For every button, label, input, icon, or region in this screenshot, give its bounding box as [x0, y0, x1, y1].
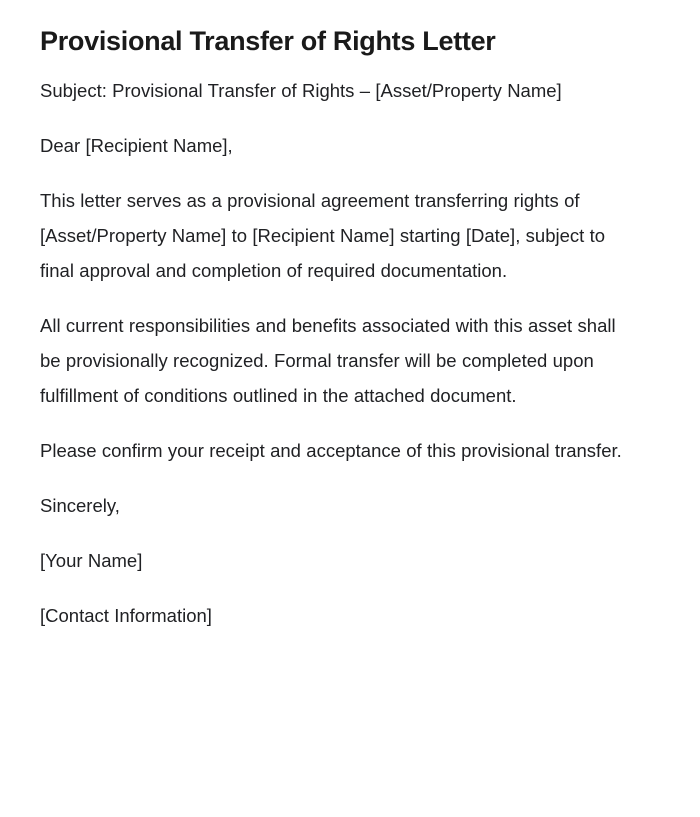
letter-body — [40, 73, 635, 633]
paragraph-subject: Subject: Provisional Transfer of Rights – [Asset/Property Name] — [40, 80, 562, 101]
paragraph-signature-name: [Your Name] — [40, 550, 143, 571]
paragraph-closing: Sincerely, — [40, 495, 120, 516]
paragraph-salutation: Dear [Recipient Name], — [40, 135, 233, 156]
paragraph-body-1: This letter serves as a provisional agreement transferring rights of [Asset/Property Name] to [Recipient Name] starting [Date], subject to final approval and completion of required documentation. — [40, 190, 606, 281]
paragraph-body-2: All current responsibilities and benefits associated with this asset shall be provisionally recognized. Formal transfer will be completed upon fulfillment of conditions outlined in the attached document. — [40, 315, 616, 406]
page-title: Provisional Transfer of Rights Letter — [40, 26, 496, 56]
paragraph-body-3: Please confirm your receipt and acceptance of this provisional transfer. — [40, 440, 622, 461]
paragraph-signature-contact: [Contact Information] — [40, 605, 212, 626]
